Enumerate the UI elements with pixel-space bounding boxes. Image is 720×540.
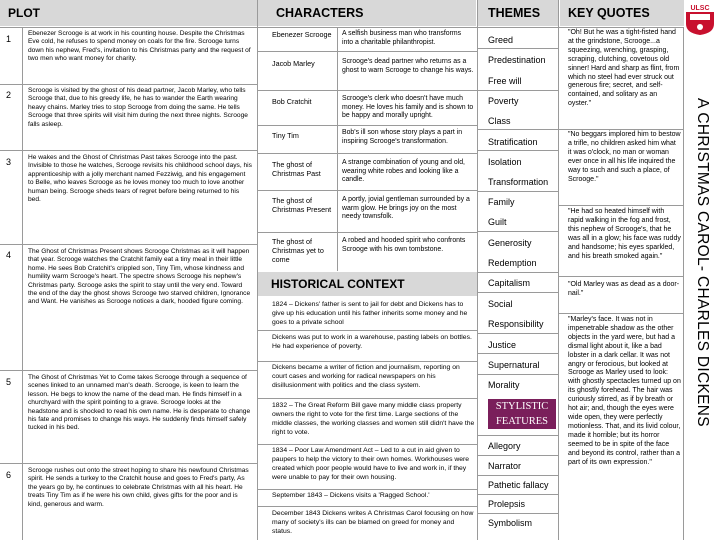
plot-row-line [0, 84, 258, 85]
history-item: September 1843 – Dickens visits a 'Ragged School.' [272, 492, 430, 499]
theme-row-line [478, 191, 559, 192]
character-description: A portly, jovial gentleman surrounded by a warm glow. He brings joy on the most needy townsfolk. [342, 196, 470, 221]
theme-item: Morality [488, 380, 520, 390]
character-row-line [258, 125, 478, 126]
themes-header-label: THEMES [488, 6, 541, 20]
characters-col-divider [477, 0, 478, 540]
theme-item: Transformation [488, 177, 549, 187]
stylistic-features-header: STYLISTIC FEATURES [488, 399, 556, 429]
theme-item: Justice [488, 340, 517, 350]
history-item: 1824 – Dickens' father is sent to jail for debt and Dickens has to give up his education until his father inherits some money and he goes to a private school [272, 301, 468, 326]
history-row-line [258, 489, 478, 490]
character-name: The ghost of Christmas Past [272, 160, 321, 178]
history-row-line [258, 444, 478, 445]
theme-item: Supernatural [488, 360, 540, 370]
key-quote: "Oh! But he was a tight-fisted hand at the grindstone, Scrooge...a squeezing, wrenching, grasping, scraping, clutching, covetous old sinner! Hard and sharp as flint, from which no steel had ever struck out generous fire; secret, and self-contained, and solitary as an oyster." [568, 29, 680, 108]
quotes-col-divider [683, 27, 684, 540]
plot-row-number: 6 [6, 470, 12, 480]
character-description: A robed and hooded spirit who confronts Scrooge with his own tombstone. [342, 237, 466, 253]
theme-item: Family [488, 197, 515, 207]
theme-row-line [478, 494, 559, 495]
plot-row-number: 4 [6, 250, 12, 260]
quote-row-line [559, 276, 684, 277]
key-quotes-header-label: KEY QUOTES [568, 6, 650, 20]
character-description: Scrooge's clerk who doesn't have much money. He loves his family and is shown to be happy and morally upright. [342, 95, 474, 120]
theme-row-line [478, 129, 559, 130]
character-description: A selfish business man who transforms into a charitable philanthropist. [342, 30, 462, 46]
theme-row-line [478, 513, 559, 514]
key-quote: "He had so heated himself with rapid walking in the fog and frost, this nephew of Scrooge's, that he was all in a glow; his face was ruddy and handsome; his eyes sparkled, and his breath smoked again." [568, 208, 681, 260]
themes-col-divider [558, 0, 559, 540]
plot-row-number: 3 [6, 157, 12, 167]
theme-row-line [478, 150, 559, 151]
side-title: A CHRISTMAS CAROL- CHARLES DICKENS [694, 98, 711, 427]
quote-row-line [559, 313, 684, 314]
theme-row-line [478, 435, 559, 436]
theme-row-line [478, 455, 559, 456]
character-description: A strange combination of young and old, wearing white robes and looking like a candle. [342, 159, 465, 184]
history-row-line [258, 506, 478, 507]
character-description: Scrooge's dead partner who returns as a ghost to warn Scrooge to change his ways. [342, 58, 474, 74]
plot-row-line [0, 150, 258, 151]
theme-row-line [478, 374, 559, 375]
themes-header [478, 0, 558, 26]
character-name: The ghost of Christmas yet to come [272, 237, 324, 264]
stylistic-item: Prolepsis [488, 499, 526, 509]
history-item: 1832 – The Great Reform Bill gave many middle class property owners the right to vote for the first time. Large sections of the middle classes, the working classes and women still didn't have the right to vote. [272, 402, 475, 436]
theme-row-line [478, 231, 559, 232]
logo-text: ULSC [690, 5, 710, 12]
character-row-line [258, 51, 478, 52]
plot-row-text: Scrooge is visited by the ghost of his dead partner, Jacob Marley, who tells Scrooge that, due to his greedy life, he has to wander the Earth wearing heavy chains. Marley tries to stop Scrooge from doing the same. He tells Scrooge that three spirits will visit him during the next three nights. Scrooge falls asleep. [28, 87, 248, 128]
stylistic-item: Narrator [488, 461, 522, 471]
school-logo [684, 2, 716, 36]
history-row-line [258, 330, 478, 331]
theme-item: Redemption [488, 258, 537, 268]
historical-context-label: HISTORICAL CONTEXT [271, 277, 405, 291]
theme-item: Responsibility [488, 319, 544, 329]
theme-row-line [478, 48, 559, 49]
characters-header-label: CHARACTERS [276, 6, 364, 20]
history-row-line [258, 361, 478, 362]
theme-item: Social [488, 299, 513, 309]
theme-item: Generosity [488, 238, 532, 248]
plot-row-number: 1 [6, 34, 12, 44]
character-row-line [258, 190, 478, 191]
theme-item: Free will [488, 76, 522, 86]
character-row-line [258, 153, 478, 154]
stylistic-item: Allegory [488, 441, 521, 451]
plot-row-text: Scrooge rushes out onto the street hoping to share his newfound Christmas spirit. He sends a turkey to the Cratchit house and goes to Fred's party, As the years go by, he continues to celebrate Christmas with all his heart. He treats Tiny Tim as if he were his own child, gives gifts for the poor and is kind, generous and warm. [28, 467, 249, 508]
quote-row-line [559, 205, 684, 206]
history-row-line [258, 398, 478, 399]
side-title-box [689, 98, 711, 534]
plot-row-number: 5 [6, 377, 12, 387]
theme-item: Capitalism [488, 278, 531, 288]
key-quote: "Marley's face. It was not in impenetrable shadow as the other objects in the yard were, but had a dismal light about it, like a bad lobster in a dark cellar. It was not angry or ferocious, but looked at Scrooge as Marley used to look: with ghostly spectacles turned up on its ghostly forehead. The hair was curiously stirred, as if by breath or hot air; and, though the eyes were wide open, they were perfectly motionless. That, and its livid colour, made it horrible; but its horror seemed to be in spite of the face and beyond its control, rather than a part of its own expression." [568, 316, 681, 466]
plot-col-divider [257, 0, 258, 540]
theme-row-line [478, 90, 559, 91]
history-item: 1834 – Poor Law Amendment Act – Led to a cut in aid given to paupers to help the victory to their own homes. Workhouses were created which poor people would have to live and work in, if they were unable to pay for their own housing. [272, 447, 470, 481]
plot-header-label: PLOT [8, 6, 40, 20]
character-name: The ghost of Christmas Present [272, 196, 332, 214]
theme-item: Class [488, 116, 511, 126]
theme-row-line [478, 353, 559, 354]
character-name: Tiny Tim [272, 131, 299, 140]
history-item: Dickens was put to work in a warehouse, pasting labels on bottles. He had experience of poverty. [272, 334, 472, 350]
theme-item: Stratification [488, 137, 538, 147]
character-name-divider [337, 27, 338, 271]
plot-row-line [0, 244, 258, 245]
theme-row-line [478, 27, 559, 28]
characters-header [258, 0, 476, 26]
theme-item: Predestination [488, 55, 546, 65]
theme-row-line [478, 272, 559, 273]
history-item: December 1843 Dickens writes A Christmas Carol focusing on how many of society's ills can be blamed on greed for money and status. [272, 510, 474, 535]
character-row-line [258, 90, 478, 91]
stylistic-item: Pathetic fallacy [488, 480, 549, 490]
theme-item: Isolation [488, 157, 522, 167]
stylistic-item: Symbolism [488, 518, 533, 528]
plot-row-line [0, 463, 258, 464]
plot-row-line [0, 27, 258, 28]
character-name: Bob Cratchit [272, 97, 312, 106]
plot-row-line [0, 370, 258, 371]
theme-item: Poverty [488, 96, 519, 106]
key-quote: "Old Marley was as dead as a door-nail." [568, 281, 680, 297]
historical-context-header [258, 272, 477, 296]
theme-item: Greed [488, 35, 514, 45]
theme-item: Guilt [488, 217, 507, 227]
plot-row-number: 2 [6, 90, 12, 100]
key-quote: "No beggars implored him to bestow a trifle, no children asked him what it was o'clock, no man or woman ever once in all his life inquired the way to such and such a place, of Scrooge." [568, 131, 681, 183]
theme-row-line [478, 475, 559, 476]
character-name: Jacob Marley [272, 59, 315, 68]
plot-row-text: Ebenezer Scrooge is at work in his counting house. Despite the Christmas Eve cold, he refuses to spend money on coals for the fire. Scrooge turns down his nephew, Fred's, invitation to his Christmas party and the request of two men who want money for charity. [28, 30, 251, 63]
plot-row-text: He wakes and the Ghost of Christmas Past takes Scrooge into the past. Invisible to those he watches, Scrooge revisits his childhood school days, his apprenticeship with a jolly merchant named Fezziwig, and his engagement to Belle, who leaves Scrooge as he loves money too much to love another human being. Scrooge sheds tears of regret before being returned to his bed. [28, 154, 252, 204]
quote-row-line [559, 27, 684, 28]
key-quotes-header [560, 0, 684, 26]
plot-row-text: The Ghost of Christmas Yet to Come takes Scrooge through a sequence of scenes linked to an unnamed man's death. Scrooge, is keen to learn the lesson. He begs to know the name of the dead man. He finds himself in a churchyard with the spirit pointing to a grave. Scrooge looks at the headstone and is shocked to read his own name. He is desperate to change his fate and promises to change his ways. He suddenly finds himself safely tucked in his bed. [28, 374, 251, 432]
character-name: Ebenezer Scrooge [272, 30, 332, 39]
theme-row-line [478, 333, 559, 334]
character-row-line [258, 232, 478, 233]
theme-row-line [478, 292, 559, 293]
plot-row-text: The Ghost of Christmas Present shows Scrooge Christmas as it will happen that year. Scrooge watches the Cratchit family eat a tiny meal in their little home. He sees Bob Cratchit's crippled son, Tiny Tim, whose kindness and humility warm Scrooge's heart. The spectre shows Scrooge his nephew's Christmas party. Scrooge asks the spirit to stay until the very end. Toward the end of the day the ghost shows Scrooge two starved children, Ignorance and Want. He vanishes as Scrooge notices a dark, hooded figure coming. [28, 248, 251, 306]
plot-header [0, 0, 257, 26]
character-row-line [258, 27, 478, 28]
history-item: Dickens became a writer of fiction and journalism, reporting on court cases and working for radical newspapers on his disillusionment with politics and the class system. [272, 364, 460, 389]
quote-row-line [559, 129, 684, 130]
character-description: Bob's ill son whose story plays a part in inspiring Scrooge's transformation. [342, 129, 463, 145]
